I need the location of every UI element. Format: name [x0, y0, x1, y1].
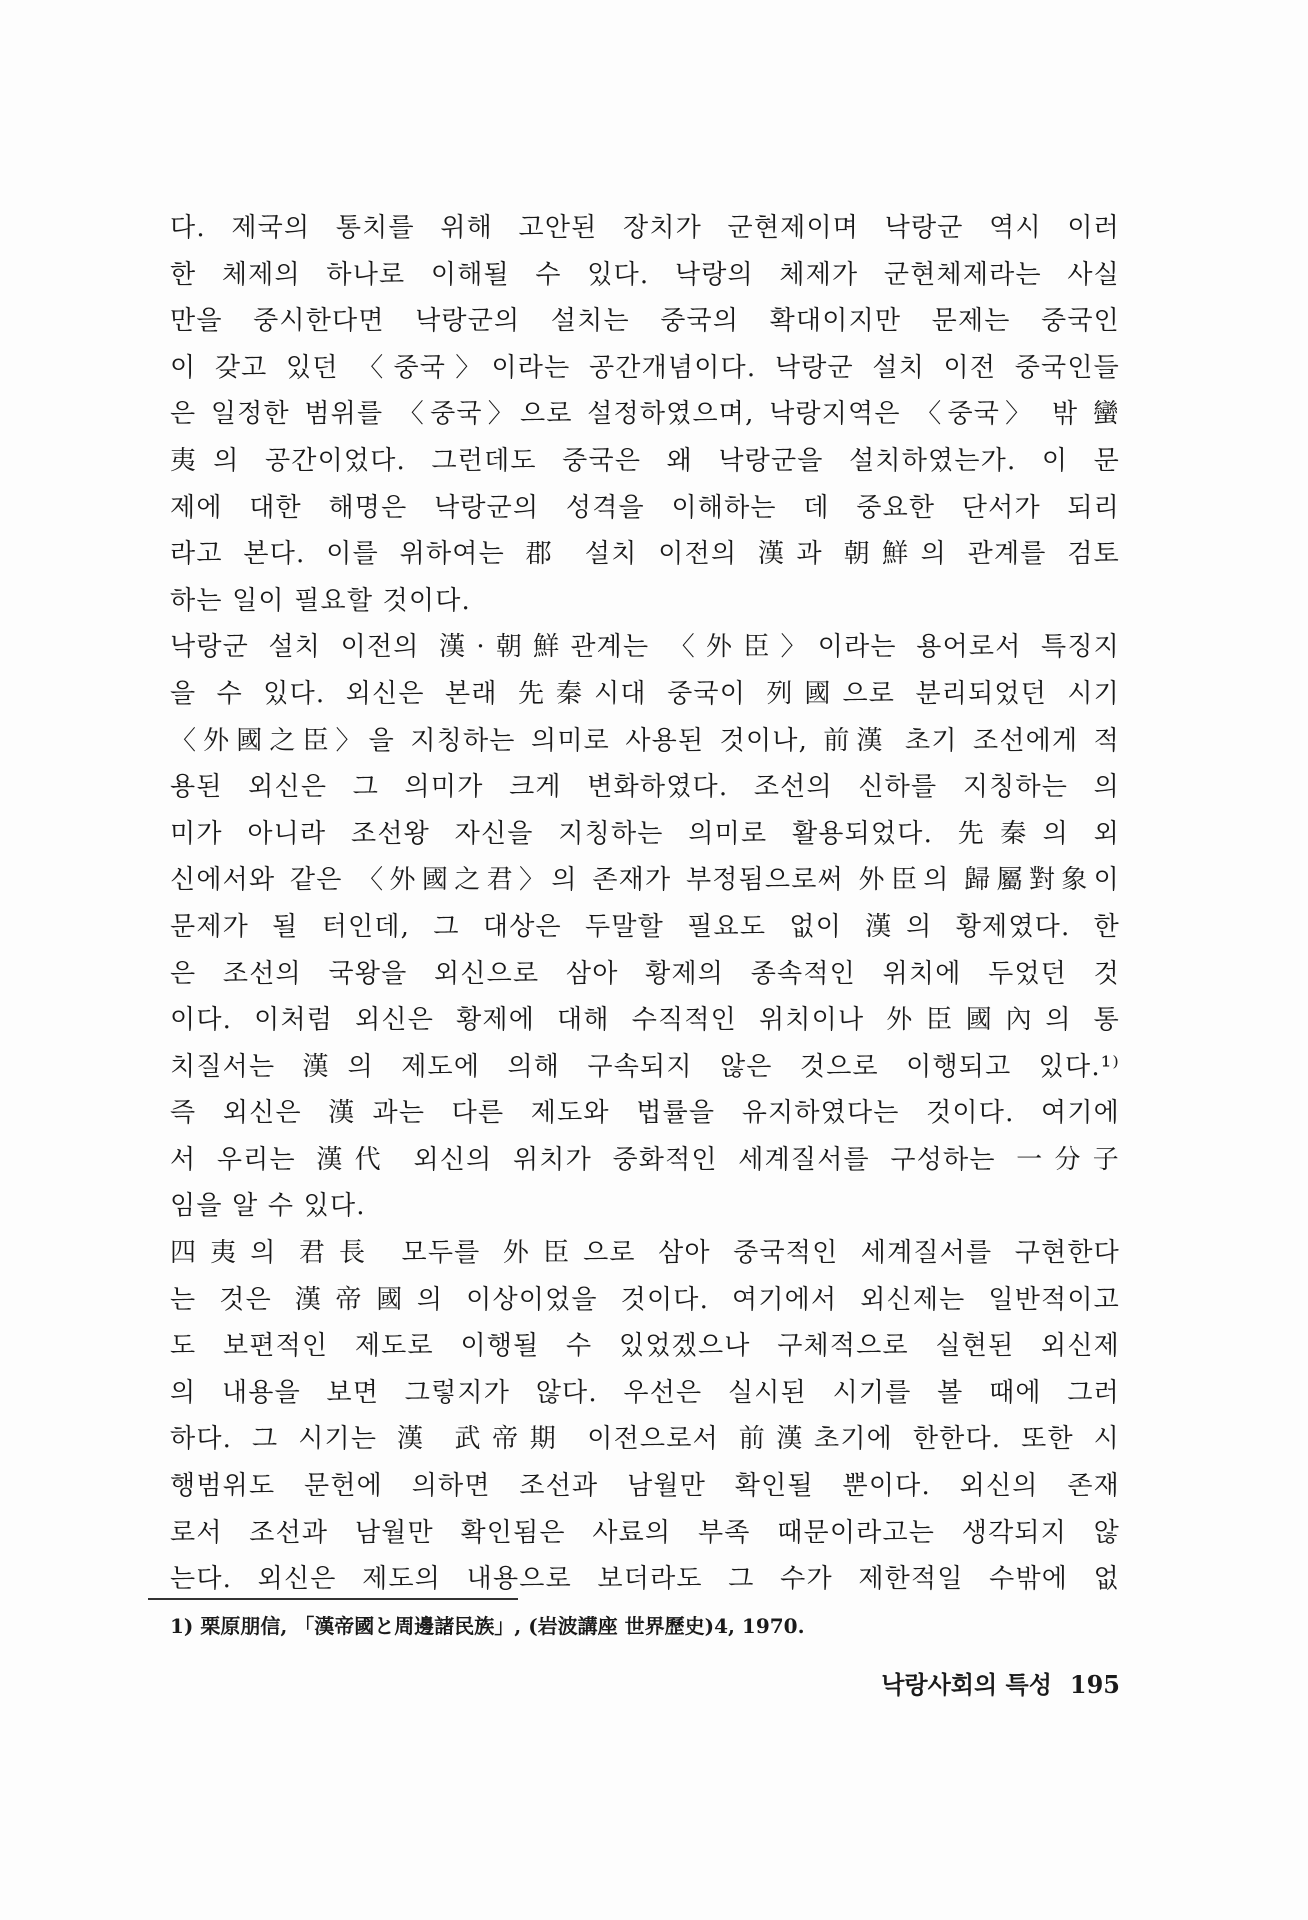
- body-line: 라고 본다. 이를 위하여는 郡 설치 이전의 漢과 朝鮮의 관계를 검토: [170, 539, 1120, 570]
- footnote: 1) 栗原朋信, 「漢帝國と周邊諸民族」, (岩波講座 世界歷史)4, 1970.: [170, 1614, 805, 1638]
- body-line: 신에서와 같은 〈外國之君〉의 존재가 부정됨으로써 外臣의 歸屬對象이: [170, 865, 1120, 896]
- body-line: 은 조선의 국왕을 외신으로 삼아 황제의 종속적인 위치에 두었던 것: [170, 958, 1120, 989]
- body-line: 치질서는 漢의 제도에 의해 구속되지 않은 것으로 이행되고 있다.¹⁾: [170, 1051, 1120, 1082]
- body-line: 로서 조선과 남월만 확인됨은 사료의 부족 때문이라고는 생각되지 않: [170, 1517, 1120, 1548]
- body-text: [170, 205, 1120, 1603]
- body-line: 이 갖고 있던 〈중국〉이라는 공간개념이다. 낙랑군 설치 이전 중국인들: [170, 352, 1120, 383]
- body-line: 즉 외신은 漢과는 다른 제도와 법률을 유지하였다는 것이다. 여기에: [170, 1098, 1120, 1129]
- body-line: 문제가 될 터인데, 그 대상은 두말할 필요도 없이 漢의 황제였다. 한: [170, 911, 1120, 942]
- body-line: 하다. 그 시기는 漢 武帝期 이전으로서 前漢초기에 한한다. 또한 시: [170, 1424, 1120, 1455]
- body-line: 다. 제국의 통치를 위해 고안된 장치가 군현제이며 낙랑군 역시 이러: [170, 213, 1120, 243]
- body-line: 이다. 이처럼 외신은 황제에 대해 수직적인 위치이나 外臣國內의 통: [170, 1005, 1120, 1036]
- footnote-divider: [148, 1598, 518, 1600]
- body-line: 의 내용을 보면 그렇지가 않다. 우선은 실시된 시기를 볼 때에 그러: [170, 1377, 1120, 1408]
- running-title: 낙랑사회의 특성: [881, 1670, 1052, 1699]
- body-line: 서 우리는 漢代 외신의 위치가 중화적인 세계질서를 구성하는 一分子: [170, 1144, 1120, 1175]
- page-number: 195: [1069, 1670, 1120, 1699]
- body-line: 하는 일이 필요할 것이다.: [170, 585, 472, 616]
- body-line: 을 수 있다. 외신은 본래 先秦시대 중국이 列國으로 분리되었던 시기: [170, 678, 1120, 709]
- body-line: 는 것은 漢帝國의 이상이었을 것이다. 여기에서 외신제는 일반적이고: [170, 1284, 1120, 1315]
- body-line: 한 체제의 하나로 이해될 수 있다. 낙랑의 체제가 군현체제라는 사실: [170, 259, 1120, 290]
- body-line: 미가 아니라 조선왕 자신을 지칭하는 의미로 활용되었다. 先秦의 외: [170, 818, 1120, 849]
- body-line: 낙랑군 설치 이전의 漢·朝鮮관계는 〈外臣〉이라는 용어로서 특징지: [170, 632, 1120, 663]
- body-line: 제에 대한 해명은 낙랑군의 성격을 이해하는 데 중요한 단서가 되리: [170, 492, 1120, 523]
- body-line: 四夷의 君長 모두를 外臣으로 삼아 중국적인 세계질서를 구현한다: [170, 1238, 1120, 1269]
- body-line: 용된 외신은 그 의미가 크게 변화하였다. 조선의 신하를 지칭하는 의: [170, 772, 1120, 803]
- body-line: 도 보편적인 제도로 이행될 수 있었겠으나 구체적으로 실현된 외신제: [170, 1331, 1120, 1362]
- body-line: 은 일정한 범위를 〈중국〉으로 설정하였으며, 낙랑지역은 〈중국〉 밖 蠻: [170, 399, 1120, 430]
- body-line: 는다. 외신은 제도의 내용으로 보더라도 그 수가 제한적일 수밖에 없: [170, 1564, 1120, 1595]
- body-line: 夷의 공간이었다. 그런데도 중국은 왜 낙랑군을 설치하였는가. 이 문: [170, 445, 1120, 476]
- body-line: 만을 중시한다면 낙랑군의 설치는 중국의 확대이지만 문제는 중국인: [170, 306, 1120, 337]
- body-line: 〈外國之臣〉을 지칭하는 의미로 사용된 것이나, 前漢 초기 조선에게 적: [170, 725, 1120, 756]
- body-line: 임을 알 수 있다.: [170, 1191, 366, 1222]
- page-footer: [881, 1668, 1120, 1702]
- body-line: 행범위도 문헌에 의하면 조선과 남월만 확인될 뿐이다. 외신의 존재: [170, 1471, 1120, 1502]
